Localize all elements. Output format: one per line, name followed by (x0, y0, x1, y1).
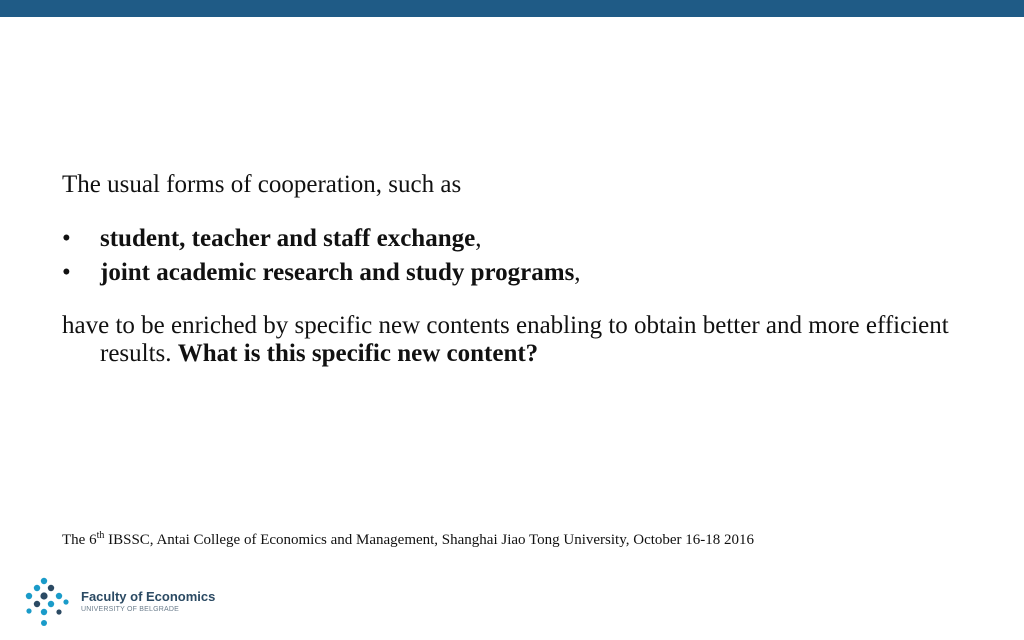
list-item (62, 222, 962, 256)
dot-cross-logo-icon (24, 577, 74, 627)
bullet-marker: • (62, 259, 71, 286)
body-paragraph (62, 312, 962, 368)
bullet-marker: • (62, 225, 71, 252)
paragraph-text: have to be enriched by specific new contents enabling to obtain better and more efficient results. (62, 312, 949, 367)
footer-text: IBSSC, Antai College of Economics and Management, Shanghai Jiao Tong University, October 16-18 2016 (104, 532, 755, 548)
list-item (62, 256, 962, 290)
logo-title: Faculty of Economics (81, 589, 216, 604)
conference-footer (62, 530, 754, 550)
paragraph-question: What is this specific new content? (177, 340, 539, 367)
bullet-suffix: , (574, 259, 581, 286)
footer-prefix: The 6 (62, 532, 97, 548)
faculty-logo (24, 577, 284, 627)
bullet-bold-text: student, teacher and staff exchange (100, 225, 476, 252)
footer-superscript: th (96, 530, 105, 541)
slide-content (62, 170, 962, 368)
intro-text: The usual forms of cooperation, such as (62, 171, 462, 198)
bullet-list (62, 222, 962, 290)
logo-subtitle: UNIVERSITY OF BELGRADE (81, 606, 180, 613)
top-banner-bar (0, 0, 1024, 17)
bullet-suffix: , (475, 225, 482, 252)
bullet-bold-text: joint academic research and study programs (100, 259, 575, 286)
